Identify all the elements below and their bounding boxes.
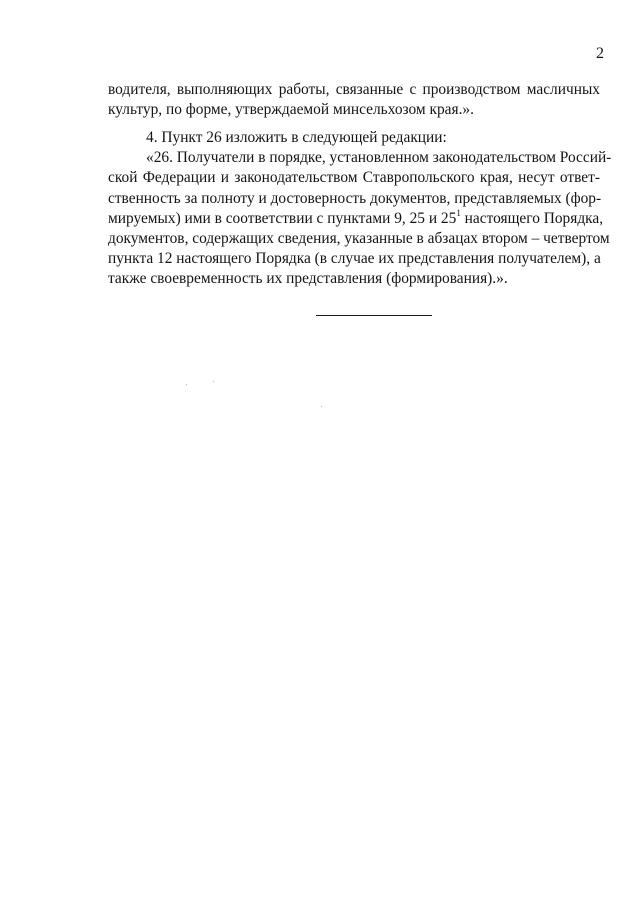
paragraph-continuation (108, 80, 600, 120)
paragraph-line: культур, по форме, утверждаемой минсельхозом края.». (108, 101, 474, 119)
closing-rule (316, 315, 432, 316)
paragraph-line (108, 207, 604, 229)
item-4-paragraph (108, 128, 612, 290)
paragraph-line: ственность за полноту и достоверность документов, представляемых (фор- (108, 189, 602, 207)
item-4-heading: 4. Пункт 26 изложить в следующей редакции: (146, 129, 447, 146)
paragraph-line: пункта 12 настоящего Порядка (в случае их представления получателем), а (108, 250, 601, 268)
scan-speck (213, 381, 214, 382)
paragraph-line: «26. Получатели в порядке, установленном законодательством Россий- (146, 149, 612, 167)
paragraph-line: водителя, выполняющих работы, связанные с производством масличных (108, 81, 600, 98)
paragraph-line: документов, содержащих сведения, указанные в абзацах втором – четвертом (108, 230, 610, 248)
paragraph-line: также своевременность их представления (формирования).». (108, 270, 508, 288)
scan-speck (321, 406, 322, 407)
scan-speck (186, 384, 187, 385)
page-number: 2 (596, 45, 604, 62)
paragraph-line: ской Федерации и законодательством Ставропольского края, несут ответ- (108, 169, 600, 187)
superscript-one: 1 (456, 207, 461, 218)
line-text: мируемых) ими в соответствии с пунктами 9, 25 и 25 (108, 209, 457, 227)
line-text: настоящего Порядка, (460, 209, 604, 227)
